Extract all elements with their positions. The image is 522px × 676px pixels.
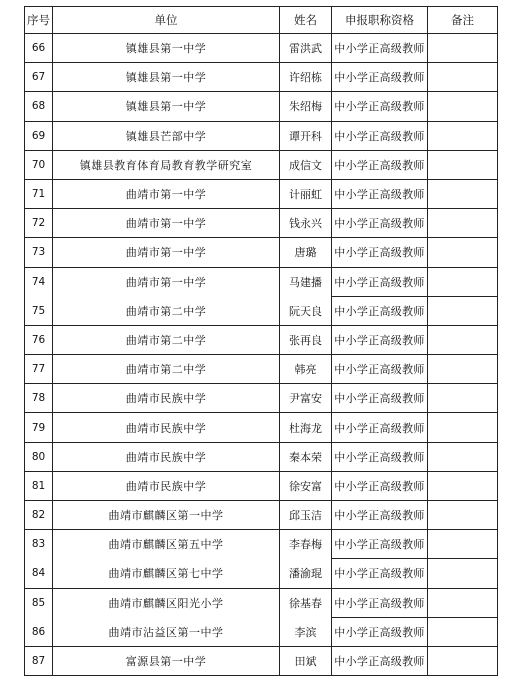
- row-number-cell: 66: [25, 34, 53, 63]
- row-unit-cell: 曲靖市民族中学: [53, 384, 280, 413]
- row-name-cell: 邱玉洁: [280, 501, 332, 530]
- row-name-cell: 田斌: [280, 646, 332, 675]
- row-note-cell: [428, 121, 498, 150]
- row-name-cell: 李春梅: [280, 530, 332, 559]
- table-row: [25, 121, 498, 150]
- row-name-cell: 许绍栋: [280, 63, 332, 92]
- row-number-cell: 69: [25, 121, 53, 150]
- row-title-cell: 中小学正高级教师: [332, 355, 428, 384]
- row-name-cell: 计丽虹: [280, 179, 332, 208]
- table-row: [25, 34, 498, 63]
- table-row: [25, 150, 498, 179]
- row-unit-cell: 曲靖市麒麟区第七中学: [53, 559, 280, 588]
- row-title-cell: 中小学正高级教师: [332, 150, 428, 179]
- table-row: [25, 617, 498, 646]
- row-unit-cell: 曲靖市第二中学: [53, 325, 280, 354]
- row-note-cell: [428, 384, 498, 413]
- row-unit-cell: 曲靖市沾益区第一中学: [53, 617, 280, 646]
- row-name-cell: 徐安富: [280, 471, 332, 500]
- table-header-row: [25, 7, 498, 34]
- row-unit-cell: 曲靖市第一中学: [53, 209, 280, 238]
- table-row: [25, 588, 498, 617]
- row-number-cell: 67: [25, 63, 53, 92]
- row-note-cell: [428, 588, 498, 617]
- table-row: [25, 209, 498, 238]
- row-unit-cell: 镇雄县教育体育局教育教学研究室: [53, 150, 280, 179]
- applicant-table: [24, 6, 498, 676]
- row-number-cell: 72: [25, 209, 53, 238]
- row-number-cell: 81: [25, 471, 53, 500]
- table-row: [25, 501, 498, 530]
- header-unit: 单位: [53, 7, 280, 34]
- row-note-cell: [428, 355, 498, 384]
- table-row: [25, 530, 498, 559]
- row-note-cell: [428, 559, 498, 588]
- row-number-cell: 83: [25, 530, 53, 559]
- row-title-cell: 中小学正高级教师: [332, 179, 428, 208]
- table-row: [25, 63, 498, 92]
- row-note-cell: [428, 92, 498, 121]
- row-note-cell: [428, 267, 498, 296]
- row-title-cell: 中小学正高级教师: [332, 296, 428, 325]
- row-title-cell: 中小学正高级教师: [332, 588, 428, 617]
- table-row: [25, 384, 498, 413]
- row-note-cell: [428, 413, 498, 442]
- row-title-cell: 中小学正高级教师: [332, 121, 428, 150]
- table-row: [25, 559, 498, 588]
- row-number-cell: 84: [25, 559, 53, 588]
- row-title-cell: 中小学正高级教师: [332, 501, 428, 530]
- row-note-cell: [428, 150, 498, 179]
- header-name: 姓名: [280, 7, 332, 34]
- row-number-cell: 86: [25, 617, 53, 646]
- row-title-cell: 中小学正高级教师: [332, 559, 428, 588]
- row-unit-cell: 镇雄县第一中学: [53, 92, 280, 121]
- header-note: 备注: [428, 7, 498, 34]
- row-unit-cell: 曲靖市民族中学: [53, 442, 280, 471]
- table-row: [25, 92, 498, 121]
- row-note-cell: [428, 442, 498, 471]
- row-title-cell: 中小学正高级教师: [332, 617, 428, 646]
- row-unit-cell: 镇雄县芒部中学: [53, 121, 280, 150]
- table-row: [25, 413, 498, 442]
- row-number-cell: 75: [25, 296, 53, 325]
- row-unit-cell: 镇雄县第一中学: [53, 63, 280, 92]
- row-name-cell: 唐璐: [280, 238, 332, 267]
- row-note-cell: [428, 34, 498, 63]
- row-unit-cell: 曲靖市第一中学: [53, 267, 280, 296]
- row-unit-cell: 曲靖市第二中学: [53, 355, 280, 384]
- row-title-cell: 中小学正高级教师: [332, 530, 428, 559]
- row-note-cell: [428, 209, 498, 238]
- row-number-cell: 82: [25, 501, 53, 530]
- row-title-cell: 中小学正高级教师: [332, 413, 428, 442]
- row-number-cell: 74: [25, 267, 53, 296]
- table-row: [25, 442, 498, 471]
- row-number-cell: 78: [25, 384, 53, 413]
- row-name-cell: 李滨: [280, 617, 332, 646]
- row-name-cell: 钱永兴: [280, 209, 332, 238]
- row-title-cell: 中小学正高级教师: [332, 34, 428, 63]
- row-title-cell: 中小学正高级教师: [332, 471, 428, 500]
- row-unit-cell: 曲靖市民族中学: [53, 471, 280, 500]
- row-unit-cell: 曲靖市第一中学: [53, 238, 280, 267]
- table-row: [25, 325, 498, 354]
- row-unit-cell: 镇雄县第一中学: [53, 34, 280, 63]
- table-row: [25, 646, 498, 675]
- row-note-cell: [428, 296, 498, 325]
- row-title-cell: 中小学正高级教师: [332, 63, 428, 92]
- row-name-cell: 阮天良: [280, 296, 332, 325]
- row-note-cell: [428, 325, 498, 354]
- row-title-cell: 中小学正高级教师: [332, 267, 428, 296]
- table-row: [25, 296, 498, 325]
- row-title-cell: 中小学正高级教师: [332, 646, 428, 675]
- row-unit-cell: 富源县第一中学: [53, 646, 280, 675]
- row-note-cell: [428, 238, 498, 267]
- document-table-wrapper: [24, 6, 498, 676]
- row-name-cell: 张再良: [280, 325, 332, 354]
- row-note-cell: [428, 530, 498, 559]
- row-title-cell: 中小学正高级教师: [332, 92, 428, 121]
- row-name-cell: 朱绍梅: [280, 92, 332, 121]
- row-note-cell: [428, 471, 498, 500]
- header-no: 序号: [25, 7, 53, 34]
- table-row: [25, 267, 498, 296]
- table-body: [25, 34, 498, 676]
- row-title-cell: 中小学正高级教师: [332, 325, 428, 354]
- row-number-cell: 80: [25, 442, 53, 471]
- row-name-cell: 秦本荣: [280, 442, 332, 471]
- row-name-cell: 徐基春: [280, 588, 332, 617]
- table-row: [25, 238, 498, 267]
- row-unit-cell: 曲靖市第二中学: [53, 296, 280, 325]
- row-number-cell: 73: [25, 238, 53, 267]
- row-name-cell: 杜海龙: [280, 413, 332, 442]
- row-number-cell: 76: [25, 325, 53, 354]
- row-name-cell: 韩亮: [280, 355, 332, 384]
- row-name-cell: 尹富安: [280, 384, 332, 413]
- row-name-cell: 潘渝琨: [280, 559, 332, 588]
- row-note-cell: [428, 646, 498, 675]
- table-row: [25, 355, 498, 384]
- row-name-cell: 雷洪武: [280, 34, 332, 63]
- row-note-cell: [428, 63, 498, 92]
- table-row: [25, 471, 498, 500]
- row-number-cell: 77: [25, 355, 53, 384]
- row-number-cell: 79: [25, 413, 53, 442]
- row-name-cell: 成信文: [280, 150, 332, 179]
- row-title-cell: 中小学正高级教师: [332, 209, 428, 238]
- row-unit-cell: 曲靖市麒麟区第五中学: [53, 530, 280, 559]
- row-name-cell: 马建播: [280, 267, 332, 296]
- row-unit-cell: 曲靖市第一中学: [53, 179, 280, 208]
- row-unit-cell: 曲靖市麒麟区第一中学: [53, 501, 280, 530]
- row-number-cell: 70: [25, 150, 53, 179]
- row-number-cell: 87: [25, 646, 53, 675]
- row-title-cell: 中小学正高级教师: [332, 384, 428, 413]
- header-title: 申报职称资格: [332, 7, 428, 34]
- row-number-cell: 68: [25, 92, 53, 121]
- row-note-cell: [428, 501, 498, 530]
- row-title-cell: 中小学正高级教师: [332, 442, 428, 471]
- row-number-cell: 85: [25, 588, 53, 617]
- row-unit-cell: 曲靖市民族中学: [53, 413, 280, 442]
- table-row: [25, 179, 498, 208]
- row-name-cell: 谭开科: [280, 121, 332, 150]
- row-number-cell: 71: [25, 179, 53, 208]
- row-unit-cell: 曲靖市麒麟区阳光小学: [53, 588, 280, 617]
- row-note-cell: [428, 179, 498, 208]
- row-note-cell: [428, 617, 498, 646]
- row-title-cell: 中小学正高级教师: [332, 238, 428, 267]
